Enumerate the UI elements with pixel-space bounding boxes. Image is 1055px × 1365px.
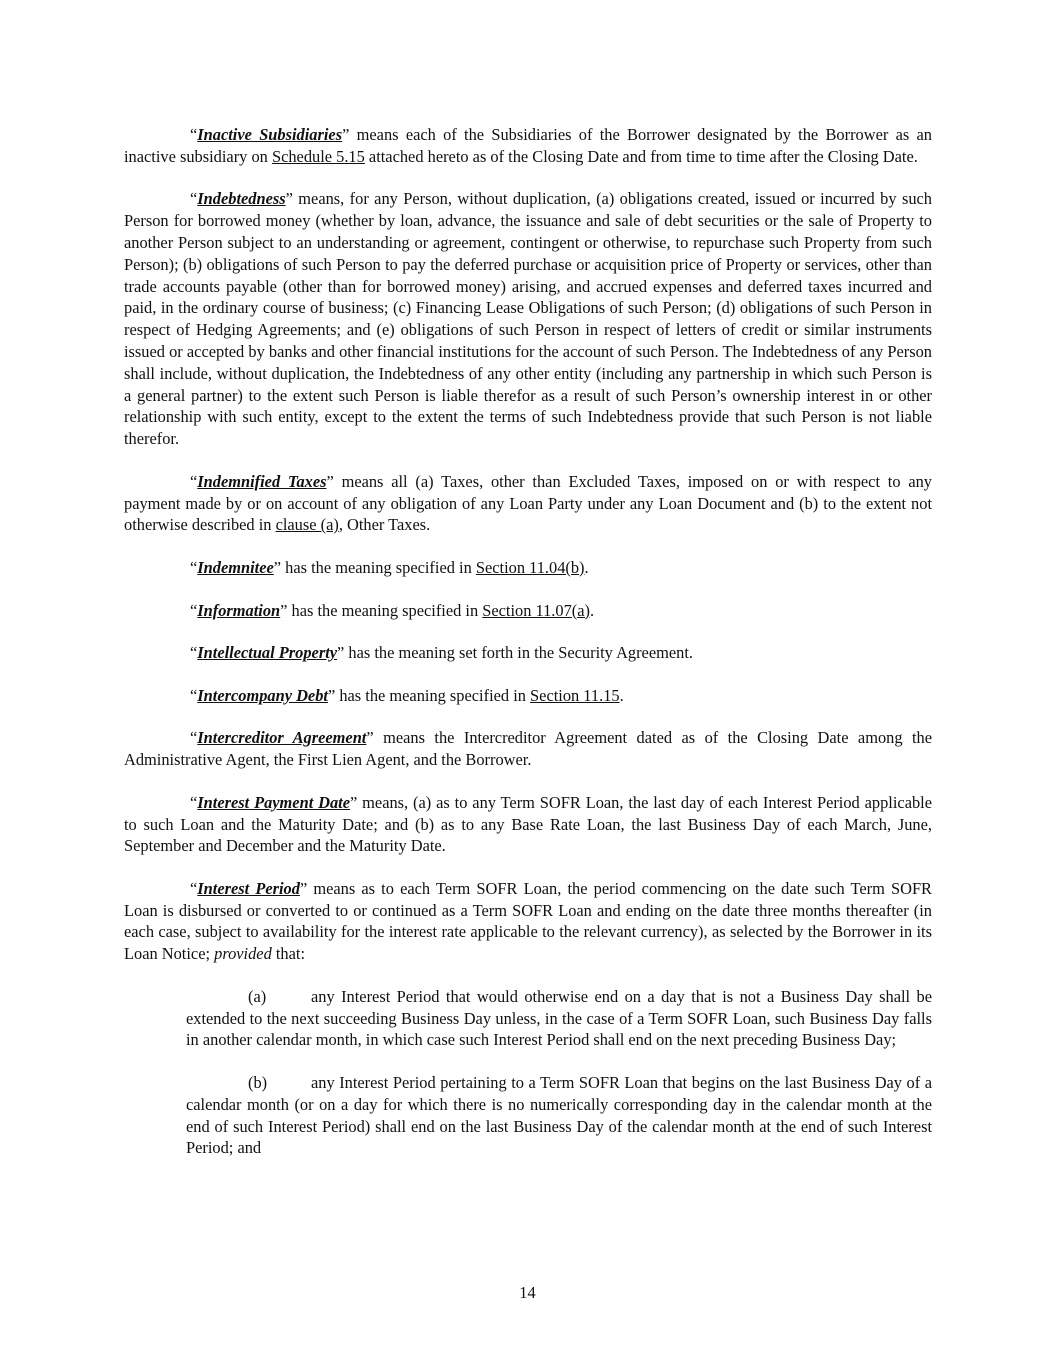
- definition-interest-period: “Interest Period” means as to each Term SOFR Loan, the period commencing on the date such Term SOFR Loan is disbursed or converted to or continued as a Term SOFR Loan and ending on the date three months thereafter (in each case, subject to availability for the interest rate applicable to the relevant currency), as selected by the Borrower in its Loan Notice; provided that:: [124, 878, 932, 964]
- definition-indebtedness: “Indebtedness” means, for any Person, without duplication, (a) obligations created, issued or incurred by such Person for borrowed money (whether by loan, advance, the issuance and sale of debt securities or the sale of Property to another Person subject to an understanding or agreement, contingent or otherwise, to repurchase such Property from such Person); (b) obligations of such Person to pay the deferred purchase or acquisition price of Property or services, other than trade accounts payable (other than for borrowed money) arising, and accrued expenses and deferred taxes incurred and paid, in the ordinary course of business; (c) Financing Lease Obligations of such Person; (d) obligations of such Person in respect of Hedging Agreements; and (e) obligations of such Person in respect of letters of credit or similar instruments issued or accepted by banks and other financial institutions for the account of such Person. The Indebtedness of any Person shall include, without duplication, the Indebtedness of any other entity (including any partnership in which such Person is a general partner) to the extent such Person is liable therefor as a result of such Person’s ownership interest in or other relationship with such entity, except to the extent the terms of such Indebtedness provide that such Person is not liable therefor.: [124, 189, 932, 449]
- clause-a: (a) any Interest Period that would otherwise end on a day that is not a Business Day shall be extended to the next succeeding Business Day unless, in the case of a Term SOFR Loan, such Business Day falls in another calendar month, in which case such Interest Period shall end on the next preceding Business Day;: [186, 986, 932, 1050]
- defined-term: Information: [197, 600, 281, 620]
- clause-label: (b): [248, 1073, 268, 1093]
- defined-term: Indemnitee: [197, 557, 274, 577]
- document-page: [124, 124, 932, 1180]
- definition-intercreditor-agreement: “Intercreditor Agreement” means the Intercreditor Agreement dated as of the Closing Date among the Administrative Agent, the First Lien Agent, and the Borrower.: [124, 728, 933, 770]
- cross-reference: Section 11.04(b): [475, 557, 585, 577]
- defined-term: Indemnified Taxes: [197, 471, 327, 491]
- cross-reference: Section 11.07(a): [482, 600, 590, 620]
- definition-intercompany-debt: “Intercompany Debt” has the meaning specified in Section 11.15.: [190, 685, 624, 705]
- cross-reference: Section 11.15: [530, 685, 620, 705]
- defined-term: Intercreditor Agreement: [197, 728, 367, 748]
- definition-inactive-subsidiaries: “Inactive Subsidiaries” means each of the Subsidiaries of the Borrower designated by the Borrower as an inactive subsidiary on Schedule 5.15 attached hereto as of the Closing Date and from time to time after the Closing Date.: [124, 125, 933, 166]
- definition-interest-payment-date: “Interest Payment Date” means, (a) as to any Term SOFR Loan, the last day of each Interest Period applicable to such Loan and the Maturity Date; and (b) as to any Base Rate Loan, the last Business Day of each March, June, September and December and the Maturity Date.: [124, 792, 932, 856]
- cross-reference: Schedule 5.15: [271, 146, 365, 166]
- defined-term: Interest Payment Date: [197, 792, 351, 812]
- definition-intellectual-property: “Intellectual Property” has the meaning set forth in the Security Agreement.: [190, 643, 693, 663]
- cross-reference: clause (a): [275, 515, 339, 535]
- defined-term: Interest Period: [197, 878, 300, 898]
- page-number: 14: [519, 1283, 536, 1302]
- defined-term: Intellectual Property: [197, 643, 338, 663]
- defined-term: Indebtedness: [197, 189, 286, 209]
- definition-indemnified-taxes: “Indemnified Taxes” means all (a) Taxes, other than Excluded Taxes, imposed on or with respect to any payment made by or on account of any obligation of any Loan Party under any Loan Document and (b) to the extent not otherwise described in clause (a), Other Taxes.: [124, 471, 933, 535]
- clause-label: (a): [248, 986, 267, 1006]
- defined-term: Intercompany Debt: [197, 685, 328, 705]
- clause-b: (b) any Interest Period pertaining to a Term SOFR Loan that begins on the last Business Day of a calendar month (or on a day for which there is no numerically corresponding day in the calendar month at the end of such Interest Period) shall end on the last Business Day of the calendar month at the end of such Interest Period; and: [186, 1073, 932, 1158]
- defined-term: Inactive Subsidiaries: [197, 125, 343, 144]
- proviso-word: provided: [214, 944, 272, 964]
- definition-information: “Information” has the meaning specified in Section 11.07(a).: [190, 600, 595, 620]
- definition-indemnitee: “Indemnitee” has the meaning specified in Section 11.04(b).: [190, 557, 589, 577]
